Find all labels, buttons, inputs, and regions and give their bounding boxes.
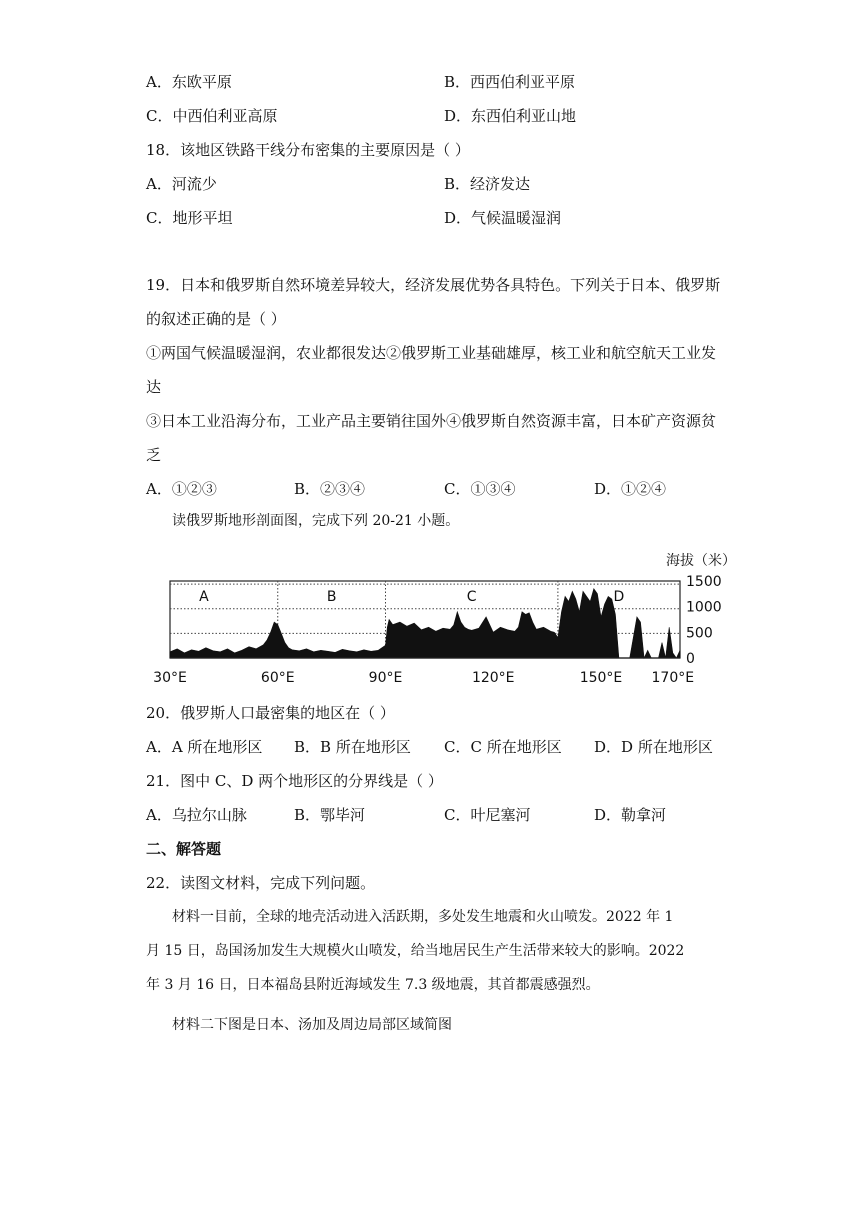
q18-option-a: A．河流少 (146, 175, 217, 193)
x-tick-label: 120°E (471, 670, 515, 686)
q20-option-b: B．B 所在地形区 (294, 738, 411, 756)
q18-stem: 18．该地区铁路干线分布密集的主要原因是（ ） (146, 141, 470, 159)
q19-option-d: D．①②④ (594, 480, 667, 498)
section-heading: 二、解答题 (146, 840, 222, 858)
q21-stem: 21．图中 C、D 两个地形区的分界线是（ ） (146, 772, 443, 790)
q17-option-b: B．西西伯利亚平原 (444, 73, 576, 91)
x-tick-label: 90°E (368, 670, 403, 686)
x-tick-label: 170°E (651, 670, 695, 686)
x-tick-label: 30°E (153, 670, 187, 686)
q22-stem: 22．读图文材料，完成下列问题。 (146, 874, 376, 892)
y-axis-label: 海拔（米） (666, 553, 736, 569)
q20-option-d: D．D 所在地形区 (594, 738, 713, 756)
q22-material1-line2: 月 15 日，岛国汤加发生大规模火山喷发，给当地居民生产生活带来较大的影响。2022 (146, 943, 685, 959)
region-label-d: D (613, 589, 625, 605)
q22-material1-line3: 年 3 月 16 日，日本福岛县附近海域发生 7.3 级地震，其首都震感强烈。 (146, 977, 600, 993)
q19-option-b: B．②③④ (294, 480, 366, 498)
q21-option-a: A．乌拉尔山脉 (146, 806, 247, 824)
region-label-a: A (199, 589, 209, 605)
intro-20-21: 读俄罗斯地形剖面图，完成下列 20-21 小题。 (172, 513, 460, 529)
y-tick-label: 1500 (686, 574, 722, 590)
q22-material1-line1: 材料一目前，全球的地壳活动进入活跃期，多处发生地震和火山喷发。2022 年 1 (172, 909, 674, 925)
q19-item-line2: 达 (146, 378, 162, 396)
q18-option-d: D．气候温暖湿润 (444, 209, 562, 227)
q19-stem-line1: 19．日本和俄罗斯自然环境差异较大，经济发展优势各具特色。下列关于日本、俄罗斯 (146, 276, 721, 294)
q22-material2: 材料二下图是日本、汤加及周边局部区域简图 (172, 1017, 452, 1033)
q19-option-c: C．①③④ (444, 480, 516, 498)
q19-item-line1: ①两国气候温暖湿润，农业都很发达②俄罗斯工业基础雄厚，核工业和航空航天工业发 (146, 344, 717, 362)
q17-option-a: A．东欧平原 (146, 73, 232, 91)
russia-terrain-profile-chart (150, 545, 750, 690)
q17-option-d: D．东西伯利亚山地 (444, 107, 577, 125)
q19-option-a: A．①②③ (146, 480, 217, 498)
region-label-c: C (466, 589, 477, 605)
x-tick-label: 60°E (260, 670, 295, 686)
q20-option-c: C．C 所在地形区 (444, 738, 562, 756)
region-label-b: B (326, 589, 337, 605)
q18-option-b: B．经济发达 (444, 175, 531, 193)
terrain-profile-area (170, 589, 680, 658)
q19-stem-line2: 的叙述正确的是（ ） (146, 310, 286, 328)
q19-item-line3: ③日本工业沿海分布，工业产品主要销往国外④俄罗斯自然资源丰富，日本矿产资源贫 (146, 412, 717, 430)
q21-option-c: C．叶尼塞河 (444, 806, 531, 824)
x-tick-label: 150°E (579, 670, 623, 686)
q21-option-d: D．勒拿河 (594, 806, 667, 824)
q20-stem: 20．俄罗斯人口最密集的地区在（ ） (146, 704, 395, 722)
q17-option-c: C．中西伯利亚高原 (146, 107, 278, 125)
q21-option-b: B．鄂毕河 (294, 806, 366, 824)
q18-option-c: C．地形平坦 (146, 209, 233, 227)
q19-item-line4: 乏 (146, 446, 162, 464)
q20-option-a: A．A 所在地形区 (146, 738, 263, 756)
y-tick-label: 500 (686, 625, 713, 642)
y-tick-label: 0 (686, 651, 695, 667)
y-tick-label: 1000 (686, 599, 722, 616)
